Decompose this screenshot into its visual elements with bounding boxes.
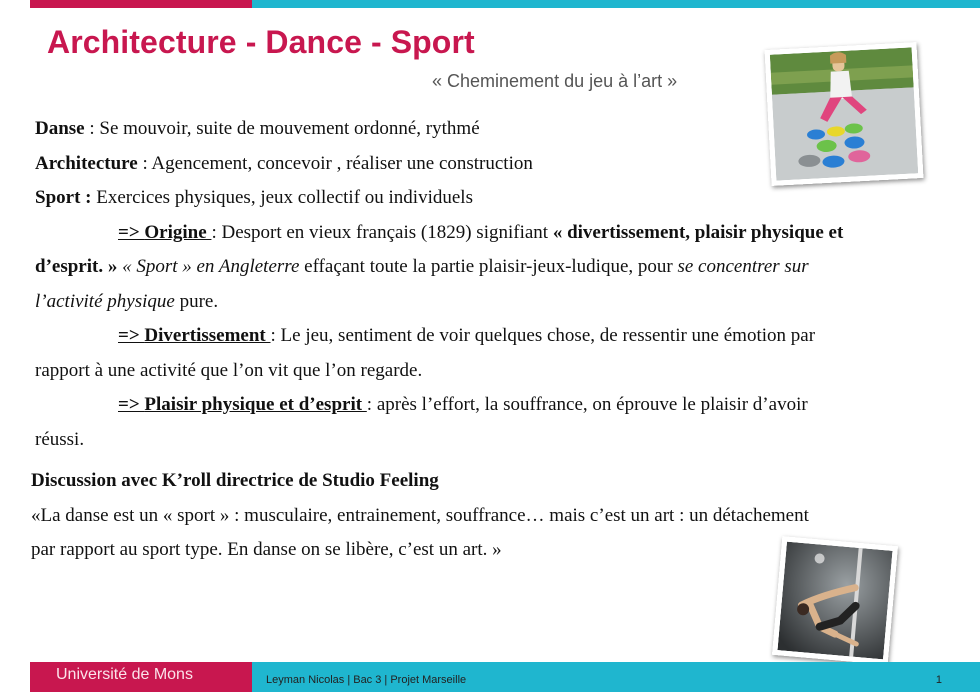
origine-heading: Origine <box>144 221 212 243</box>
slide-title: Architecture - Dance - Sport <box>47 24 475 60</box>
plaisir-text-2: réussi. <box>35 428 85 450</box>
origine-text-1: : Desport en vieux français (1829) signifiant <box>211 221 553 243</box>
pole-dance-photo <box>772 536 898 665</box>
body-text <box>35 112 945 457</box>
divertissement-heading: Divertissement <box>144 325 271 346</box>
origine-line-3 <box>35 285 945 320</box>
discussion-quote-line-1: «La danse est un « sport » : musculaire, entrainement, souffrance… mais c’est un art : un détachement <box>31 504 809 526</box>
divertissement-line-2 <box>35 354 945 389</box>
origine-bold-2: d’esprit. » <box>35 256 123 277</box>
footer-bar <box>252 662 980 692</box>
footer-university: Université de Mons <box>30 662 252 692</box>
origine-line-2 <box>35 250 945 285</box>
definition-danse-text: : Se mouvoir, suite de mouvement ordonné, rythmé <box>84 118 480 139</box>
definition-architecture <box>35 147 945 182</box>
origine-text-3: pure. <box>174 290 219 312</box>
plaisir-arrow: => <box>118 394 145 415</box>
discussion-heading: Discussion avec K’roll directrice de Studio Feeling <box>31 470 439 491</box>
top-accent-bar-red <box>30 0 252 8</box>
top-accent-bar-cyan <box>252 0 980 8</box>
origine-italic-2: se concentrer sur <box>677 256 809 277</box>
page-number: 1 <box>935 674 942 686</box>
plaisir-heading: Plaisir physique et d’esprit <box>144 394 367 415</box>
origine-italic-3: l’activité physique <box>35 290 175 312</box>
definition-danse <box>35 112 945 147</box>
origine-arrow: => <box>118 221 145 243</box>
origine-text-2: effaçant toute la partie plaisir-jeux-ludique, pour <box>299 256 678 277</box>
footer-info: Leyman Nicolas | Bac 3 | Projet Marseille <box>266 674 467 686</box>
term-sport: Sport : <box>35 187 92 208</box>
slide-subtitle: « Cheminement du jeu à l’art » <box>432 71 678 91</box>
divertissement-text-1: : Le jeu, sentiment de voir quelques chose, de ressentir une émotion par <box>270 325 816 346</box>
definition-sport-text: Exercices physiques, jeux collectif ou individuels <box>91 187 473 208</box>
term-danse: Danse <box>35 118 85 139</box>
plaisir-line-1 <box>35 388 945 423</box>
divertissement-text-2: rapport à une activité que l’on vit que l’on regarde. <box>35 359 423 381</box>
divertissement-arrow: => <box>118 325 145 346</box>
origine-italic-1: « Sport » en Angleterre <box>122 256 300 277</box>
discussion-quote-line-2: par rapport au sport type. En danse on se libère, c’est un art. » <box>31 539 502 560</box>
definition-sport <box>35 181 945 216</box>
term-architecture: Architecture <box>35 152 138 174</box>
origine-line-1 <box>35 216 945 251</box>
definition-architecture-text: : Agencement, concevoir , réaliser une construction <box>137 152 533 174</box>
divertissement-line-1 <box>35 319 945 354</box>
origine-bold-1: « divertissement, plaisir physique et <box>552 221 844 243</box>
plaisir-line-2 <box>35 423 945 458</box>
plaisir-text-1: : après l’effort, la souffrance, on éprouve le plaisir d’avoir <box>366 394 808 415</box>
